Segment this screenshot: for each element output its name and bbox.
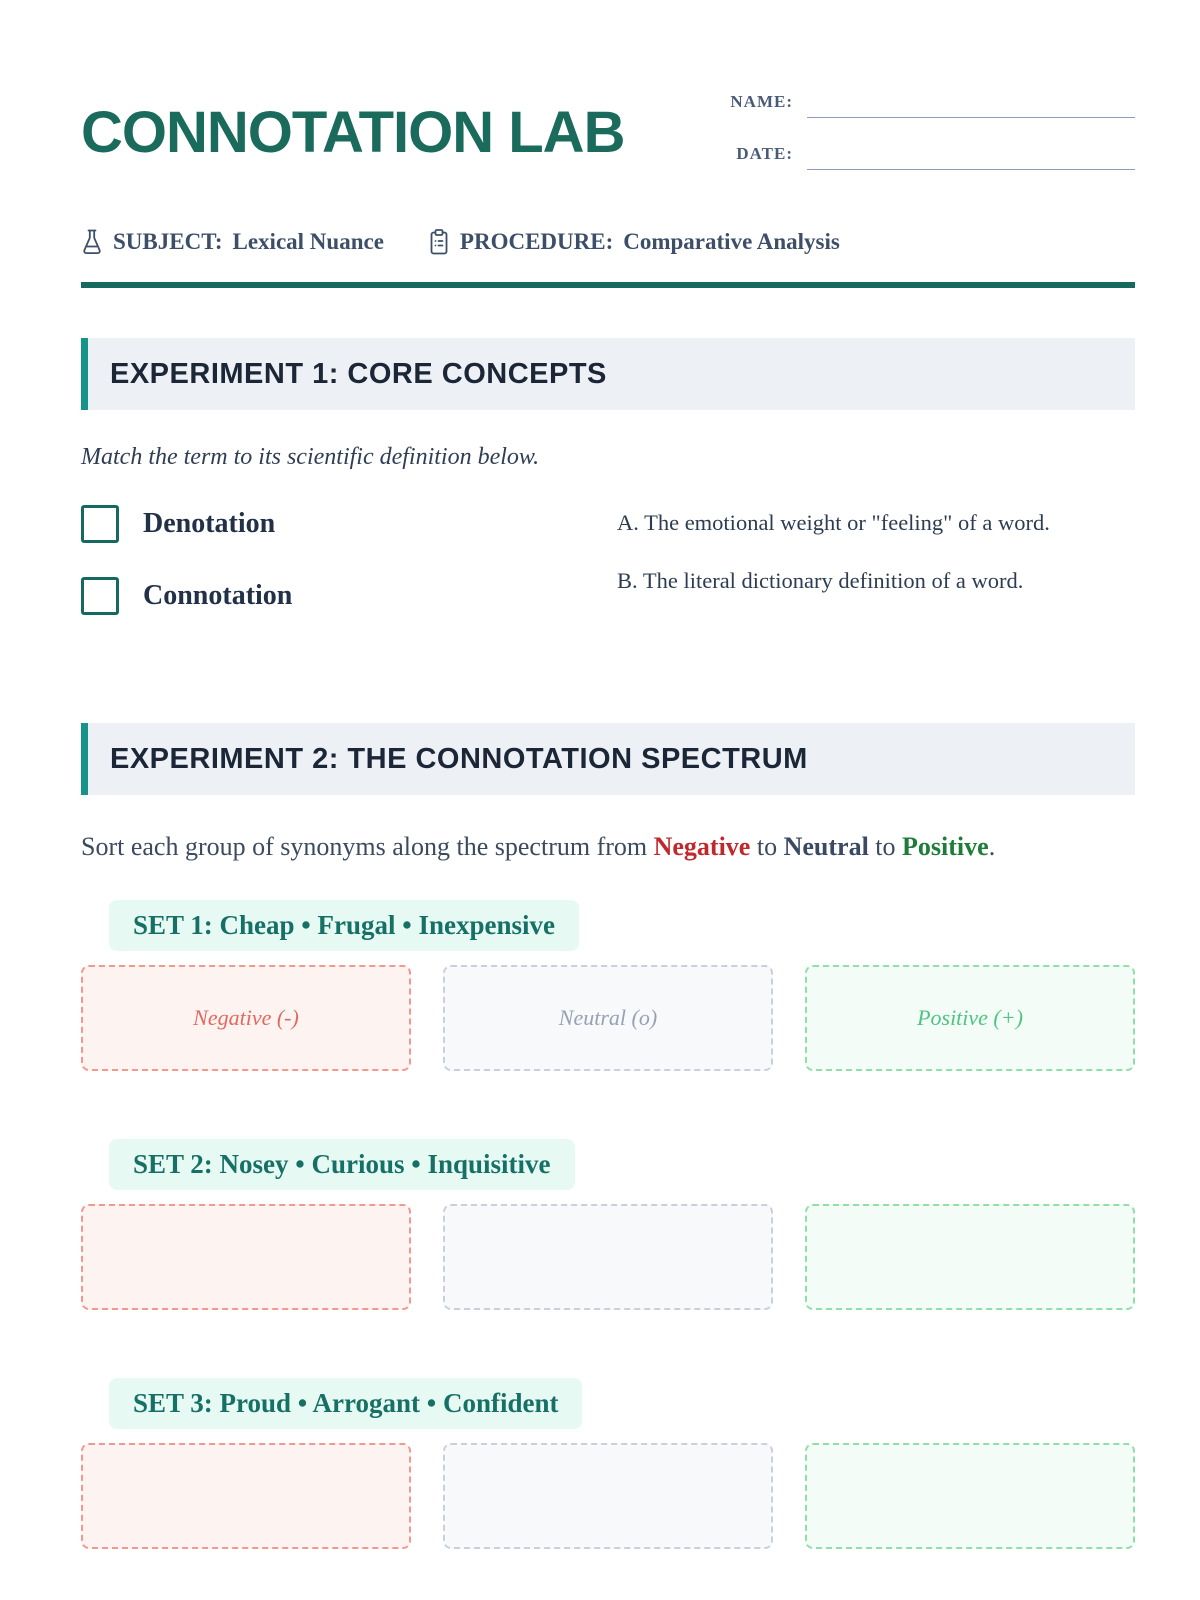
terms-column (81, 505, 617, 649)
name-input-line[interactable] (807, 89, 1135, 118)
term-row-denotation (81, 505, 617, 543)
set-2-dropzone-neutral[interactable] (443, 1204, 773, 1310)
definition-a: A. The emotional weight or "feeling" of a word. (617, 510, 1050, 535)
synonym-set-2 (81, 1071, 1135, 1310)
experiment-2-heading: EXPERIMENT 2: THE CONNOTATION SPECTRUM (110, 743, 808, 775)
set-1-dropzone-neutral[interactable] (443, 965, 773, 1071)
term-label: Denotation (143, 508, 276, 539)
definition-b: B. The literal dictionary definition of a word. (617, 568, 1024, 593)
date-field-row (715, 140, 1135, 170)
synonym-set-1 (81, 870, 1135, 1071)
definitions-column (617, 505, 1135, 649)
set-3-dropzone-negative[interactable] (81, 1443, 411, 1549)
zone-label: Negative (-) (193, 1005, 299, 1030)
zone-label: Neutral (o) (558, 1005, 658, 1030)
matching-area (81, 505, 1135, 649)
clipboard-icon (428, 228, 450, 256)
experiment-2-header (81, 723, 1135, 795)
flask-icon (81, 228, 103, 256)
set-1-label: SET 1: Cheap • Frugal • Inexpensive (109, 900, 579, 951)
positive-keyword: Positive (902, 832, 989, 861)
set-1-zones (81, 965, 1135, 1071)
experiment-1-heading: EXPERIMENT 1: CORE CONCEPTS (110, 358, 607, 390)
procedure-label: PROCEDURE: (459, 229, 614, 254)
header (81, 88, 1135, 192)
name-label: NAME: (730, 92, 793, 111)
date-label: DATE: (736, 144, 793, 163)
negative-keyword: Negative (653, 832, 751, 861)
experiment-2-section (81, 723, 1135, 1549)
neutral-keyword: Neutral (783, 832, 869, 861)
set-3-label: SET 3: Proud • Arrogant • Confident (109, 1378, 582, 1429)
subject-label: SUBJECT: (113, 229, 223, 254)
name-date-fields (715, 88, 1135, 192)
subject-value: Lexical Nuance (232, 229, 384, 254)
header-divider (81, 282, 1135, 288)
set-3-dropzone-positive[interactable] (805, 1443, 1135, 1549)
set-2-dropzone-positive[interactable] (805, 1204, 1135, 1310)
term-label: Connotation (143, 580, 293, 611)
page-title: CONNOTATION LAB (81, 100, 625, 165)
date-input-line[interactable] (807, 141, 1135, 170)
subject-meta (81, 228, 384, 256)
instruction-text: to (868, 832, 903, 861)
experiment-1-section (81, 338, 1135, 649)
procedure-meta (428, 228, 840, 256)
set-1-dropzone-positive[interactable] (805, 965, 1135, 1071)
instruction-text: to (750, 832, 784, 861)
instruction-text: . (988, 832, 996, 861)
set-3-zones (81, 1443, 1135, 1549)
set-2-label: SET 2: Nosey • Curious • Inquisitive (109, 1139, 575, 1190)
set-1-dropzone-negative[interactable] (81, 965, 411, 1071)
term-row-connotation (81, 577, 617, 615)
instruction-text: Sort each group of synonyms along the spectrum from (81, 832, 654, 861)
experiment-1-header (81, 338, 1135, 410)
set-2-dropzone-negative[interactable] (81, 1204, 411, 1310)
set-2-zones (81, 1204, 1135, 1310)
synonym-set-3 (81, 1310, 1135, 1549)
name-field-row (715, 88, 1135, 118)
meta-row (81, 228, 1135, 256)
denotation-checkbox[interactable] (81, 505, 119, 543)
procedure-value: Comparative Analysis (623, 229, 840, 254)
zone-label: Positive (+) (917, 1005, 1023, 1030)
experiment-1-instruction: Match the term to its scientific definition below. (81, 444, 540, 470)
experiment-2-instruction (81, 823, 996, 870)
set-3-dropzone-neutral[interactable] (443, 1443, 773, 1549)
connotation-checkbox[interactable] (81, 577, 119, 615)
